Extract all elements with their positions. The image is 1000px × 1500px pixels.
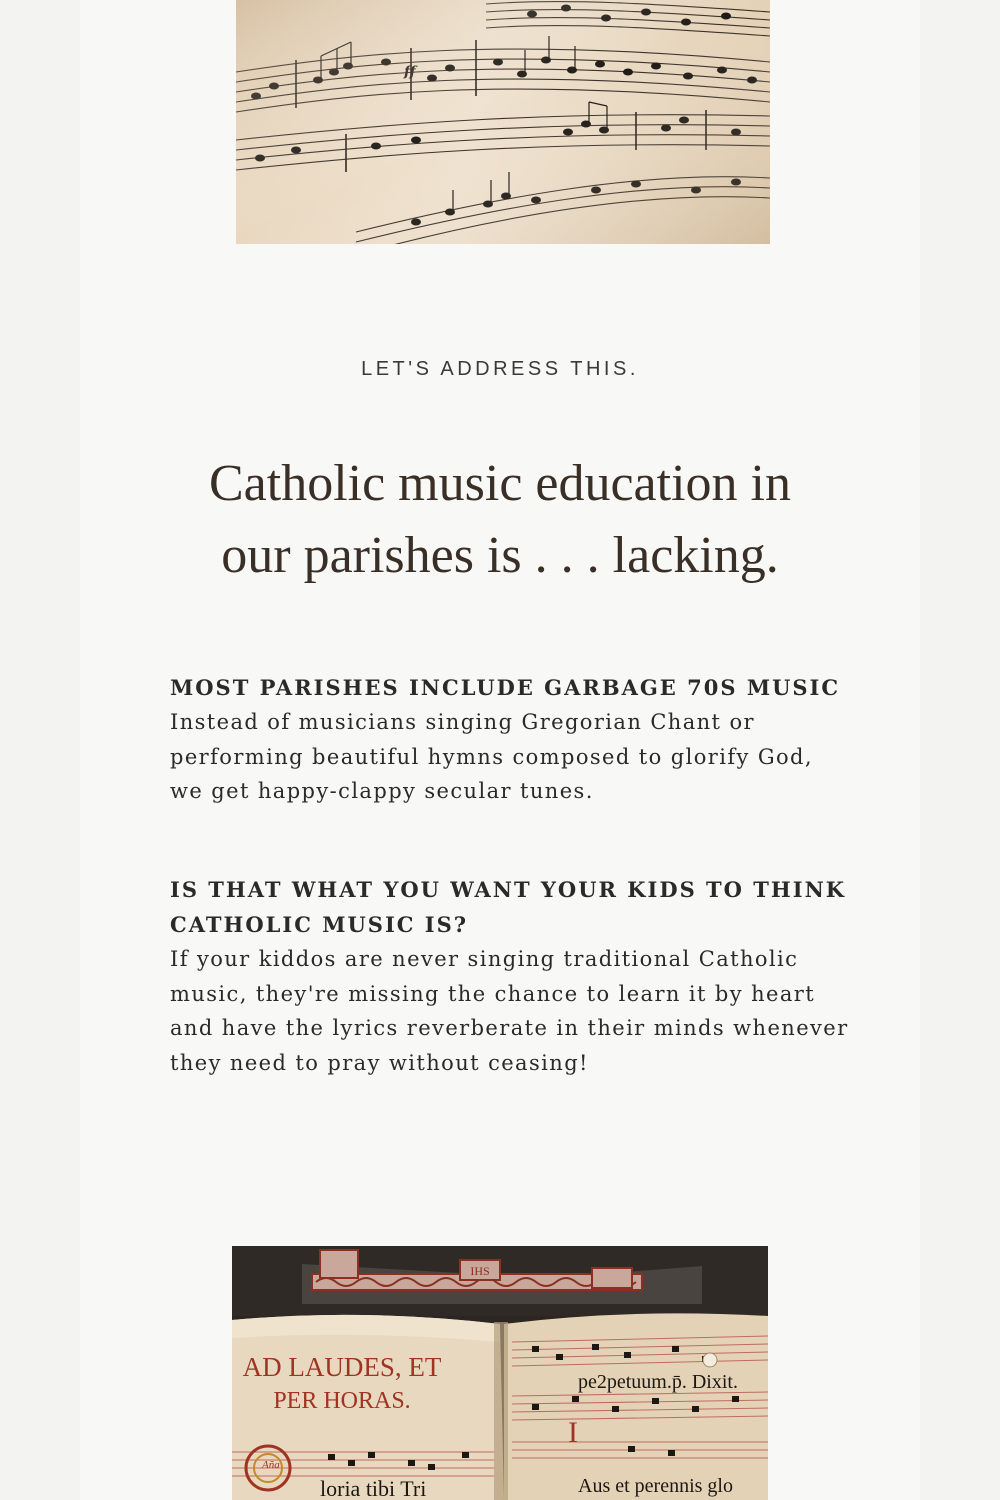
section-heading: IS THAT WHAT YOU WANT YOUR KIDS TO THINK CATHOLIC MUSIC IS? — [170, 877, 847, 937]
section-body: Instead of musicians singing Gregorian Chant or performing beautiful hymns composed to glorify God, we get happy-clappy secular tunes. — [170, 710, 813, 803]
section-eyebrow: LET'S ADDRESS THIS. — [361, 358, 639, 380]
chant-book-illustration — [232, 1246, 768, 1500]
section-body: If your kiddos are never singing traditional Catholic music, they're missing the chance to learn it by heart and have the lyrics reverberate in their minds whenever they need to pray without ceasing! — [170, 947, 849, 1075]
plaque-monogram: IHS — [470, 1264, 490, 1278]
right-chant-line-2: Aus et perennis glo — [578, 1475, 733, 1497]
headline-line-1: Catholic music education in — [209, 455, 791, 512]
left-page-title-1: AD LAUDES, ET — [242, 1352, 442, 1382]
page-headline — [130, 448, 870, 592]
left-page-title-2: PER HORAS. — [273, 1388, 411, 1414]
chant-book-photo — [232, 1246, 768, 1500]
right-chant-line-1: pe2petuum.p̄. Dixit. — [578, 1371, 738, 1393]
left-chant-lyric: loria tibi Tri — [320, 1476, 427, 1500]
antiphon-label: Aña — [262, 1459, 280, 1471]
garbage-music-section — [170, 670, 850, 809]
sheet-music-illustration — [236, 0, 770, 244]
sheet-music-photo — [236, 0, 770, 244]
headline-line-2: our parishes is . . . lacking. — [221, 527, 779, 584]
kids-music-section — [170, 872, 850, 1080]
section-heading: MOST PARISHES INCLUDE GARBAGE 70S MUSIC — [170, 675, 841, 700]
right-chant-initial: I — [568, 1416, 578, 1449]
